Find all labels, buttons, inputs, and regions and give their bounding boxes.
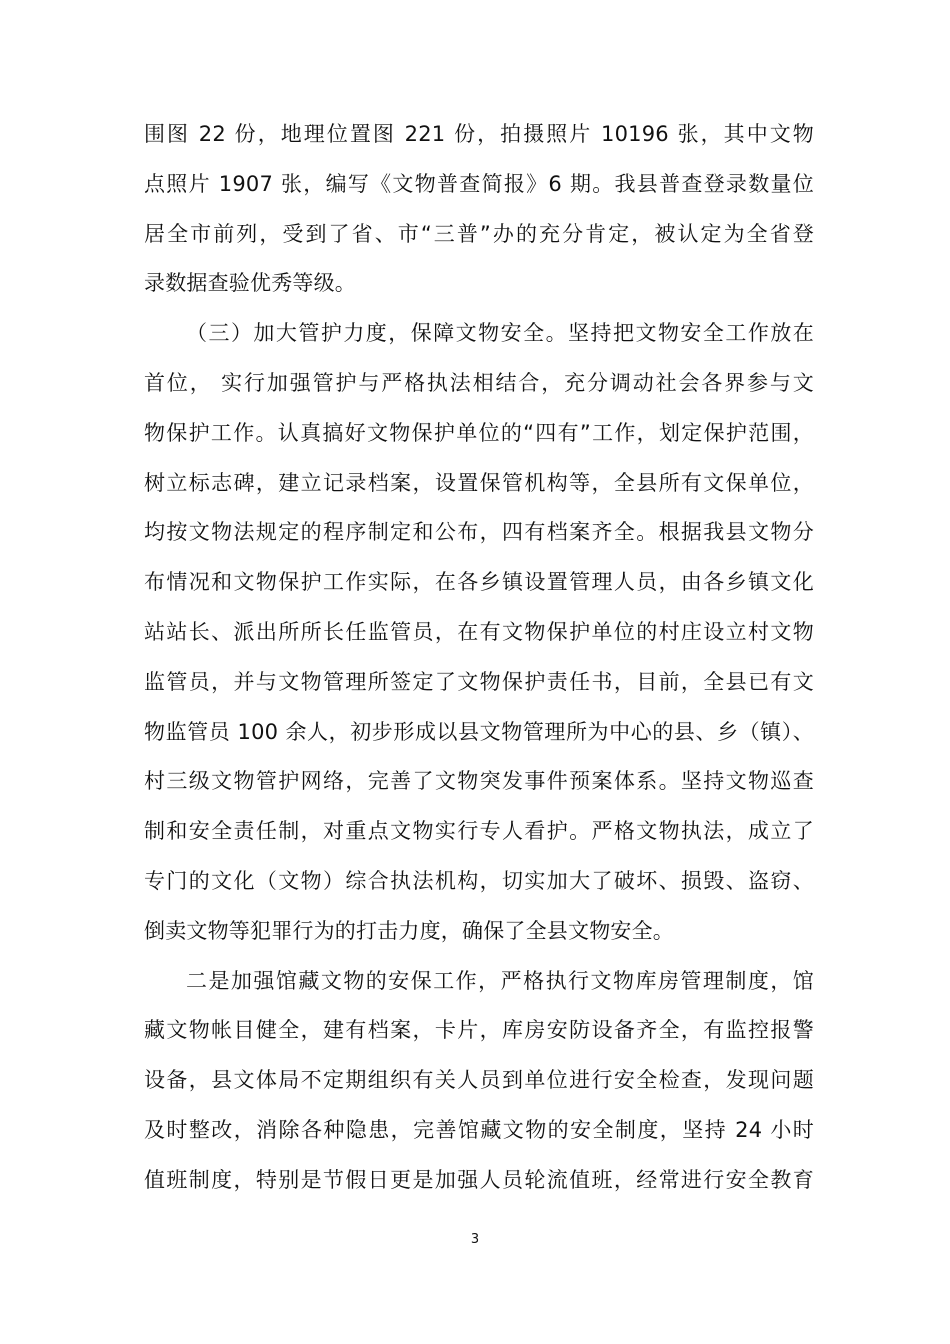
text-line: 布情况和文物保护工作实际，在各乡镇设置管理人员，由各乡镇文化	[144, 570, 814, 595]
text-line: 值班制度，特别是节假日更是加强人员轮流值班，经常进行安全教育	[144, 1167, 814, 1192]
text-line: 倒卖文物等犯罪行为的打击力度，确保了全县文物安全。	[144, 918, 674, 943]
text-line: 藏文物帐目健全，建有档案，卡片，库房安防设备齐全，有监控报警	[144, 1018, 814, 1043]
text-line: 监管员，并与文物管理所签定了文物保护责任书，目前，全县已有文	[144, 669, 814, 694]
text-line: 专门的文化（文物）综合执法机构，切实加大了破坏、损毁、盗窃、	[144, 868, 814, 893]
text-line: 制和安全责任制，对重点文物实行专人看护。严格文物执法，成立了	[144, 819, 814, 844]
text-line: 点照片 1907 张，编写《文物普查简报》6 期。我县普查登录数量位	[144, 171, 814, 196]
text-line: 首位， 实行加强管护与严格执法相结合，充分调动社会各界参与文	[144, 370, 814, 395]
body-text	[144, 110, 814, 1206]
text-line: 设备，县文体局不定期组织有关人员到单位进行安全检查，发现问题	[144, 1068, 814, 1093]
text-line: 物监管员 100 余人，初步形成以县文物管理所为中心的县、乡（镇）、	[144, 719, 814, 744]
text-line: 二是加强馆藏文物的安保工作，严格执行文物库房管理制度，馆	[186, 968, 814, 993]
page-number: 3	[470, 1232, 480, 1247]
text-line: 居全市前列，受到了省、市“三普”办的充分肯定，被认定为全省登	[144, 221, 814, 246]
text-line: （三）加大管护力度，保障文物安全。坚持把文物安全工作放在	[186, 321, 814, 346]
text-line: 录数据查验优秀等级。	[144, 271, 356, 296]
text-line: 围图 22 份，地理位置图 221 份，拍摄照片 10196 张，其中文物	[144, 122, 814, 146]
text-line: 及时整改，消除各种隐患，完善馆藏文物的安全制度，坚持 24 小时	[144, 1117, 814, 1142]
text-line: 均按文物法规定的程序制定和公布，四有档案齐全。根据我县文物分	[144, 520, 814, 545]
text-line: 村三级文物管护网络，完善了文物突发事件预案体系。坚持文物巡查	[144, 769, 814, 794]
text-line: 物保护工作。认真搞好文物保护单位的“四有”工作，划定保护范围，	[144, 420, 814, 445]
text-line: 树立标志碑，建立记录档案，设置保管机构等，全县所有文保单位，	[144, 470, 814, 495]
text-line: 站站长、派出所所长任监管员，在有文物保护单位的村庄设立村文物	[144, 619, 814, 644]
